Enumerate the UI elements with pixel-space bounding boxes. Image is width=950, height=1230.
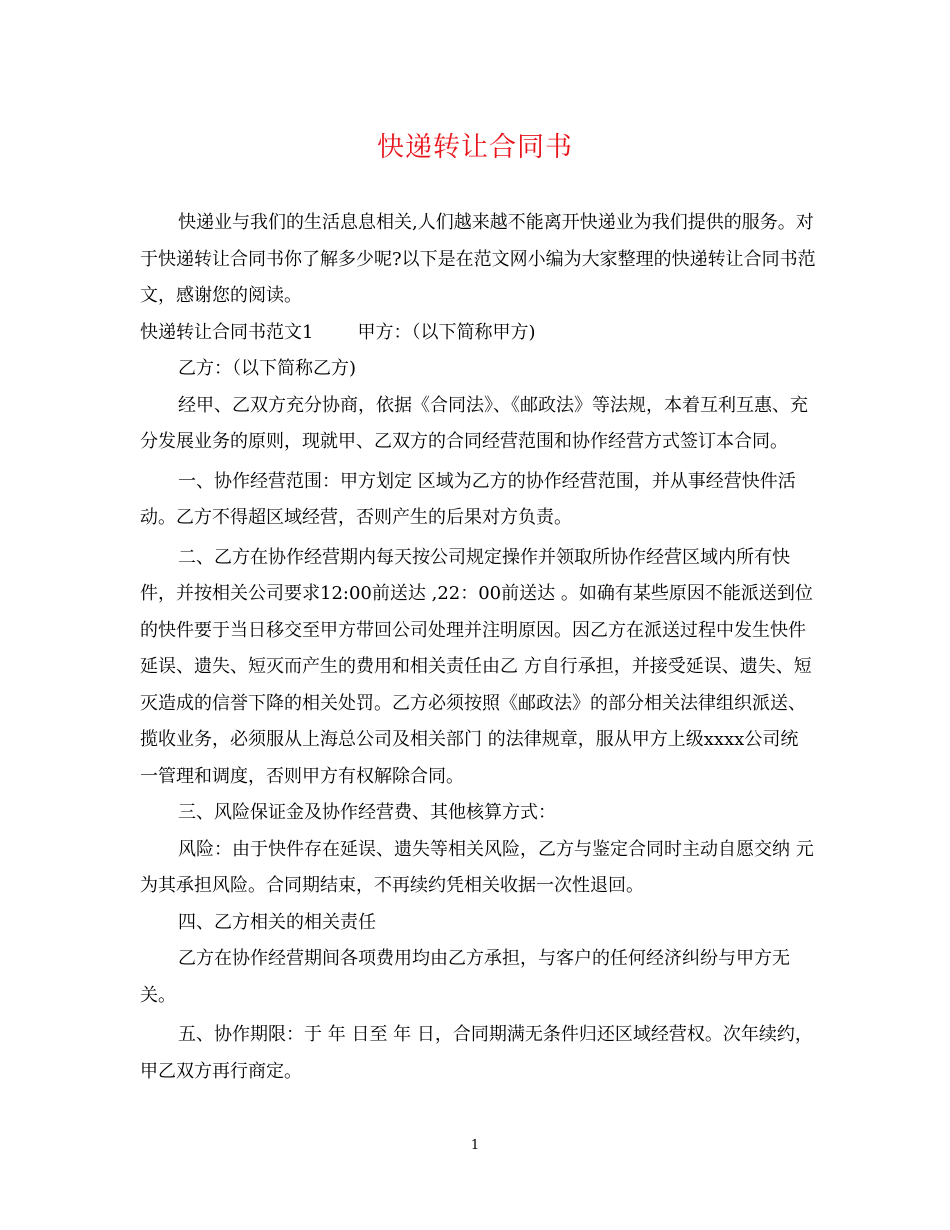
clause-3-heading: 三、风险保证金及协作经营费、其他核算方式： — [178, 802, 556, 823]
sample-heading: 快递转让合同书范文1 — [140, 321, 314, 343]
document-title: 快递转让合同书 — [377, 132, 573, 163]
preamble-paragraph: 经甲、乙双方充分协商，依据《合同法》、《邮政法》等法规，本着互利互惠、充分发展业务的原则，现就甲、乙双方的合同经营范围和协作经营方式签订本合同。 — [140, 394, 808, 452]
party-a-line: 甲方：（以下简称甲方) — [357, 321, 536, 343]
clause-1-paragraph: 一、协作经营范围：甲方划定 区域为乙方的协作经营范围，并从事经营快件活动。乙方不得超区域经营，否则产生的后果对方负责。 — [140, 470, 796, 528]
clause-5-paragraph: 五、协作期限：于 年 日至 年 日，合同期满无条件归还区域经营权。次年续约，甲乙双方再行商定。 — [140, 1024, 813, 1082]
document-body — [140, 205, 816, 1090]
risk-paragraph: 风险：由于快件存在延误、遗失等相关风险，乙方与鉴定合同时主动自愿交纳 元为其承担风险。合同期结束，不再续约凭相关收据一次性退回。 — [140, 838, 814, 896]
page-number: 1 — [470, 1138, 480, 1153]
clause-4-heading: 四、乙方相关的相关责任 — [178, 911, 376, 933]
intro-paragraph: 快递业与我们的生活息息相关,人们越来越不能离开快递业为我们提供的服务。对于快递转让合同书你了解多少呢?以下是在范文网小编为大家整理的快递转让合同书范文，感谢您的阅读。 — [140, 212, 816, 306]
clause-4-paragraph: 乙方在协作经营期间各项费用均由乙方承担，与客户的任何经济纠纷与甲方无关。 — [140, 948, 790, 1006]
party-b-line: 乙方：（以下简称乙方) — [178, 358, 357, 379]
clause-2-paragraph: 二、乙方在协作经营期内每天按公司规定操作并领取所协作经营区域内所有快件，并按相关公司要求12:00前送达 ,22：00前送达 。如确有某些原因不能派送到位的快件要于当日移交至甲方带回公司处理并注明原因。因乙方在派送过程中发生快件延误、遗失、短灭而产生的费用和相关责任由乙 方自行承担，并接受延误、遗失、短灭造成的信誉下降的相关处罚。乙方必须按照《邮政法》的部分相关法律组织派送、揽收业务，必须服从上海总公司及相关部门 的法律规章，服从甲方上级xxxx公司统一管理和调度，否则甲方有权解除合同。 — [140, 546, 813, 787]
sample-heading-line — [140, 315, 816, 352]
